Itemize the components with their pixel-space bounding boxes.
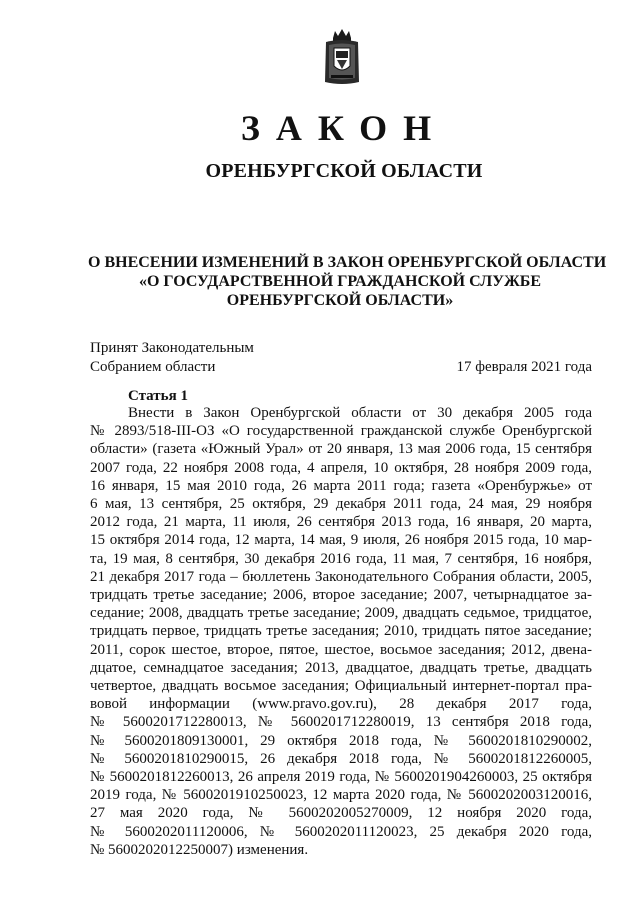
article-line: 6 мая, 13 сентября, 25 октября, 29 декабря 2011 года, 24 мая, 29 ноября [90, 496, 592, 513]
article-line: № 2893/518-III-ОЗ «О государственной гражданской службе Оренбургской [90, 423, 592, 440]
article-line: 2011, сорок шестое, второе, пятое, шестое, восьмое заседания; 2012, двена- [90, 641, 592, 658]
adoption-block [90, 339, 592, 377]
article-line: области» (газета «Южный Урал» от 20 января, 13 мая 2006 года, 15 сентября [90, 441, 592, 458]
adoption-date: 17 февраля 2021 года [456, 359, 592, 375]
article-line: 27 мая 2020 года, № 5600202005270009, 12 ноября 2020 года, [90, 805, 592, 822]
article-line: 2012 года, 21 марта, 11 июля, 26 сентября 2013 года, 16 января, 20 марта, [90, 514, 592, 531]
page-title: ЗАКОН [240, 108, 448, 148]
article-line: тридцать третье заседание; 2006, второе заседание; 2007, четырнадцатое за- [90, 587, 592, 604]
article-line: дцатое, семнадцатое заседания; 2013, двадцатое, двадцать третье, двадцать [90, 659, 592, 676]
article-line: № 5600201810290015, 26 декабря 2018 года, № 5600201812260005, [90, 750, 592, 767]
article-line: № 5600201809130001, 29 октября 2018 года, № 5600201810290002, [90, 732, 592, 749]
article-line: та, 19 мая, 8 сентября, 30 декабря 2016 года, 11 мая, 7 сентября, 16 ноября, [90, 550, 592, 567]
adopted-by-body: Собранием области [90, 359, 216, 375]
adopted-by-line: Принят Законодательным [90, 340, 254, 356]
article-line: № 5600201712280013, № 5600201712280019, 13 сентября 2018 года, [90, 714, 592, 731]
article-title: Статья 1 [128, 388, 188, 404]
article-line: 15 октября 2014 года, 12 марта, 14 мая, 9 июля, 26 ноября 2015 года, 10 мар- [90, 532, 592, 549]
article-body [90, 404, 592, 859]
article-line: 21 декабря 2017 года – бюллетень Законодательного Собрания области, 2005, [90, 568, 592, 585]
coat-of-arms-icon [323, 28, 361, 86]
article-line: № 5600201812260013, 26 апреля 2019 года, № 5600201904260003, 25 октября [90, 769, 592, 786]
article-line: четвертое, двадцать восьмое заседания; Официальный интернет-портал пра- [90, 678, 592, 695]
law-name-line: ОРЕНБУРГСКОЙ ОБЛАСТИ» [226, 292, 454, 309]
article-line: вовой информации (www.pravo.gov.ru), 28 декабря 2017 года, [90, 696, 592, 713]
article-line: тридцать первое, тридцать третье заседания; 2010, тридцать пятое заседание; [90, 623, 592, 640]
article-line: 2007 года, 22 ноября 2008 года, 4 апреля, 10 октября, 28 ноября 2009 года, [90, 459, 592, 476]
article-line: № 5600202012250007) изменения. [90, 841, 309, 858]
law-name-line: «О ГОСУДАРСТВЕННОЙ ГРАЖДАНСКОЙ СЛУЖБЕ [138, 273, 542, 290]
law-name [88, 253, 607, 310]
page-subtitle: ОРЕНБУРГСКОЙ ОБЛАСТИ [205, 160, 483, 182]
law-name-line: О ВНЕСЕНИИ ИЗМЕНЕНИЙ В ЗАКОН ОРЕНБУРГСКОЙ ОБЛАСТИ [88, 254, 607, 271]
article-line: 16 января, 15 мая 2010 года, 26 марта 2011 года; газета «Оренбуржье» от [90, 477, 592, 494]
article-line: Внести в Закон Оренбургской области от 30 декабря 2005 года [128, 405, 592, 421]
article-line: 2019 года, № 5600201910250023, 12 марта 2020 года, № 5600202003120016, [90, 787, 592, 804]
article-line: № 5600202011120006, № 5600202011120023, 25 декабря 2020 года, [90, 823, 592, 840]
article-line: седание; 2008, двадцать третье заседание; 2009, двадцать седьмое, тридцатое, [90, 605, 592, 622]
